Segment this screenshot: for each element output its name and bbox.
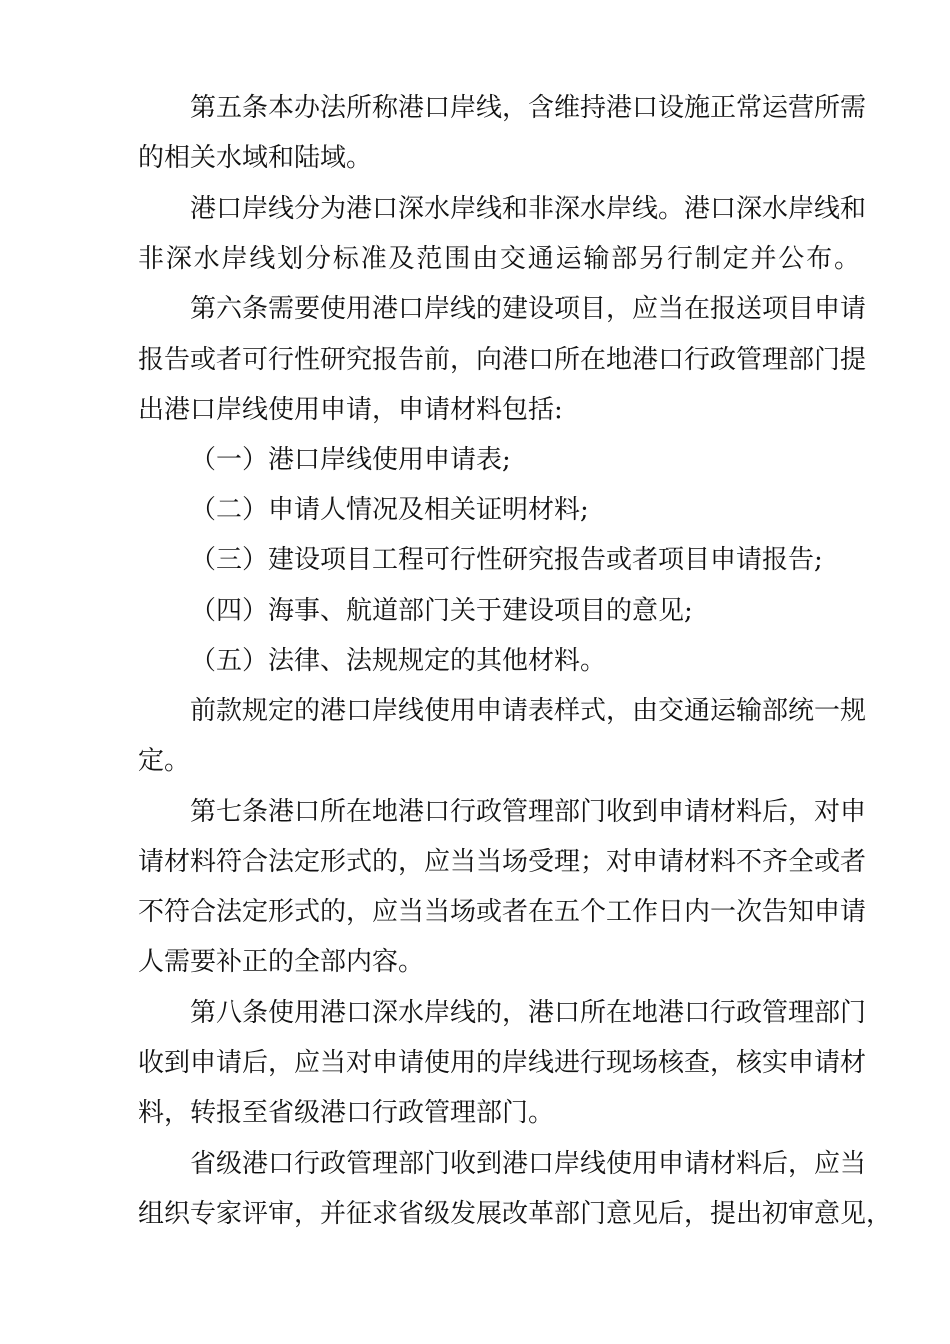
article-6-line-2: 报告或者可行性研究报告前，向港口所在地港口行政管理部门提 <box>138 345 867 375</box>
article-5-line-1: 第五条本办法所称港口岸线，含维持港口设施正常运营所需 <box>190 93 867 123</box>
list-item-5: （五）法律、法规规定的其他材料。 <box>190 646 607 676</box>
article-6-line-1: 第六条需要使用港口岸线的建设项目，应当在报送项目申请 <box>190 294 867 324</box>
list-item-1: （一）港口岸线使用申请表; <box>190 445 511 475</box>
paragraph-form-style-line-1: 前款规定的港口岸线使用申请表样式，由交通运输部统一规 <box>190 696 867 726</box>
article-7-line-1: 第七条港口所在地港口行政管理部门收到申请材料后，对申 <box>190 797 867 827</box>
article-6-line-3: 出港口岸线使用申请，申请材料包括: <box>138 395 563 425</box>
article-7-line-3: 不符合法定形式的，应当当场或者在五个工作日内一次告知申请 <box>138 897 867 927</box>
article-7-line-4: 人需要补正的全部内容。 <box>138 947 425 977</box>
article-8-line-3: 料，转报至省级港口行政管理部门。 <box>138 1098 555 1128</box>
article-5-line-2: 的相关水域和陆域。 <box>138 143 373 173</box>
article-8-line-2: 收到申请后，应当对申请使用的岸线进行现场核查，核实申请材 <box>138 1048 867 1078</box>
article-7-line-2: 请材料符合法定形式的，应当当场受理；对申请材料不齐全或者 <box>138 847 867 877</box>
list-item-2: （二）申请人情况及相关证明材料; <box>190 495 589 525</box>
list-item-3: （三）建设项目工程可行性研究报告或者项目申请报告; <box>190 545 823 575</box>
paragraph-provincial-review-line-1: 省级港口行政管理部门收到港口岸线使用申请材料后，应当 <box>190 1149 867 1179</box>
paragraph-shoreline-types-line-1: 港口岸线分为港口深水岸线和非深水岸线。港口深水岸线和 <box>190 194 867 224</box>
paragraph-form-style-line-2: 定。 <box>138 746 191 776</box>
paragraph-shoreline-types-line-2: 非深水岸线划分标准及范围由交通运输部另行制定并公布。 <box>138 244 860 274</box>
article-8-line-1: 第八条使用港口深水岸线的，港口所在地港口行政管理部门 <box>190 998 867 1028</box>
list-item-4: （四）海事、航道部门关于建设项目的意见; <box>190 596 693 626</box>
paragraph-provincial-review-line-2: 组织专家评审，并征求省级发展改革部门意见后，提出初审意见， <box>138 1199 893 1229</box>
